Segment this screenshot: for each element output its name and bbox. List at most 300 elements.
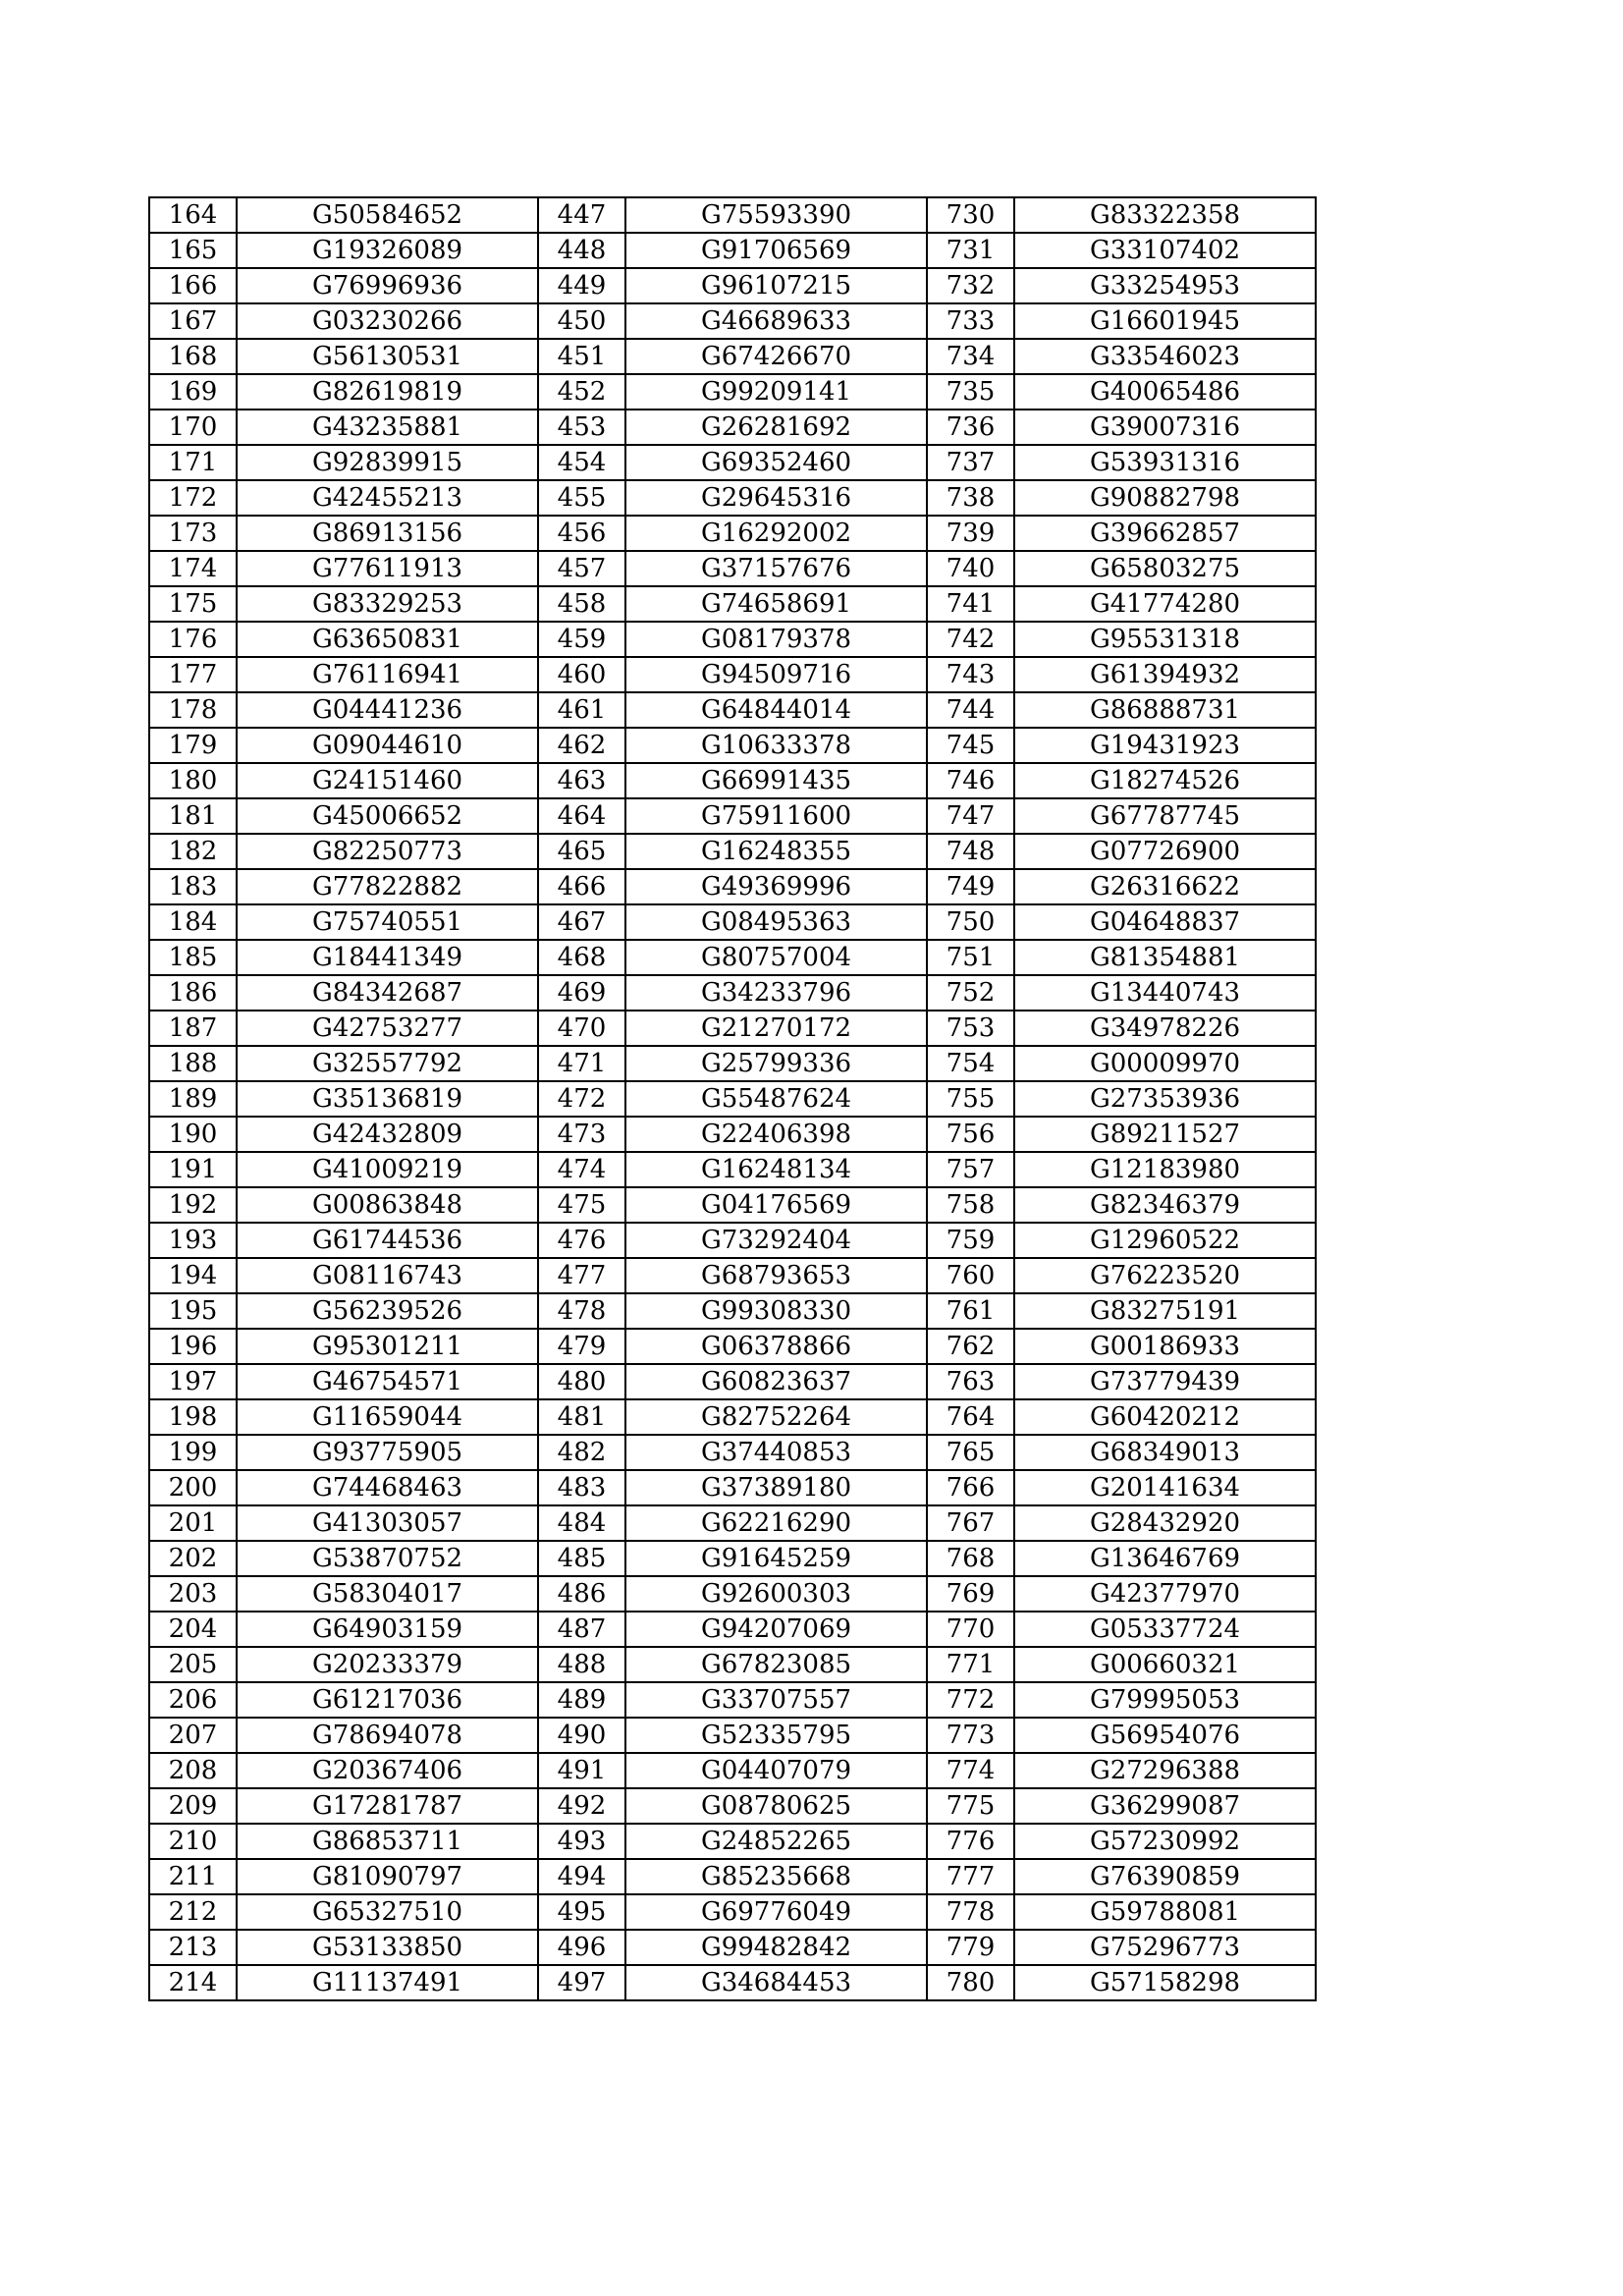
- index-cell: 202: [149, 1541, 237, 1576]
- index-cell: 461: [538, 692, 625, 728]
- index-cell: 738: [927, 480, 1014, 516]
- index-cell: 451: [538, 339, 625, 374]
- index-cell: 209: [149, 1788, 237, 1824]
- index-cell: 767: [927, 1505, 1014, 1541]
- index-cell: 487: [538, 1612, 625, 1647]
- table-row: [149, 763, 1316, 798]
- code-cell: G75911600: [625, 798, 927, 834]
- code-cell: G94207069: [625, 1612, 927, 1647]
- index-cell: 212: [149, 1894, 237, 1930]
- index-cell: 473: [538, 1117, 625, 1152]
- index-cell: 200: [149, 1470, 237, 1505]
- index-cell: 185: [149, 940, 237, 975]
- code-cell: G18441349: [237, 940, 538, 975]
- code-cell: G00186933: [1014, 1329, 1316, 1364]
- index-cell: 734: [927, 339, 1014, 374]
- code-cell: G90882798: [1014, 480, 1316, 516]
- code-cell: G05337724: [1014, 1612, 1316, 1647]
- code-cell: G83275191: [1014, 1293, 1316, 1329]
- code-cell: G86888731: [1014, 692, 1316, 728]
- code-cell: G27353936: [1014, 1081, 1316, 1117]
- index-cell: 466: [538, 869, 625, 904]
- index-cell: 756: [927, 1117, 1014, 1152]
- index-cell: 183: [149, 869, 237, 904]
- code-cell: G67823085: [625, 1647, 927, 1682]
- index-cell: 467: [538, 904, 625, 940]
- index-cell: 748: [927, 834, 1014, 869]
- table-row: [149, 728, 1316, 763]
- code-cell: G19326089: [237, 233, 538, 268]
- index-cell: 472: [538, 1081, 625, 1117]
- code-cell: G33254953: [1014, 268, 1316, 303]
- index-cell: 775: [927, 1788, 1014, 1824]
- index-cell: 465: [538, 834, 625, 869]
- index-cell: 205: [149, 1647, 237, 1682]
- index-cell: 201: [149, 1505, 237, 1541]
- index-cell: 479: [538, 1329, 625, 1364]
- index-cell: 763: [927, 1364, 1014, 1399]
- code-cell: G68349013: [1014, 1435, 1316, 1470]
- index-cell: 174: [149, 551, 237, 586]
- table-row: [149, 1152, 1316, 1187]
- code-cell: G95531318: [1014, 622, 1316, 657]
- index-cell: 762: [927, 1329, 1014, 1364]
- index-cell: 484: [538, 1505, 625, 1541]
- index-cell: 176: [149, 622, 237, 657]
- code-cell: G00009970: [1014, 1046, 1316, 1081]
- code-cell: G58304017: [237, 1576, 538, 1612]
- code-cell: G35136819: [237, 1081, 538, 1117]
- table-row: [149, 197, 1316, 233]
- index-cell: 462: [538, 728, 625, 763]
- index-cell: 754: [927, 1046, 1014, 1081]
- code-cell: G22406398: [625, 1117, 927, 1152]
- code-cell: G78694078: [237, 1718, 538, 1753]
- index-cell: 477: [538, 1258, 625, 1293]
- index-cell: 481: [538, 1399, 625, 1435]
- table-row: [149, 940, 1316, 975]
- code-cell: G42753277: [237, 1011, 538, 1046]
- code-cell: G56954076: [1014, 1718, 1316, 1753]
- table-row: [149, 1364, 1316, 1399]
- code-cell: G34978226: [1014, 1011, 1316, 1046]
- index-cell: 751: [927, 940, 1014, 975]
- table-row: [149, 1081, 1316, 1117]
- code-cell: G93775905: [237, 1435, 538, 1470]
- index-cell: 171: [149, 445, 237, 480]
- code-cell: G75593390: [625, 197, 927, 233]
- table-row: [149, 657, 1316, 692]
- index-cell: 770: [927, 1612, 1014, 1647]
- code-cell: G16292002: [625, 516, 927, 551]
- code-cell: G18274526: [1014, 763, 1316, 798]
- index-cell: 447: [538, 197, 625, 233]
- code-cell: G73779439: [1014, 1364, 1316, 1399]
- index-cell: 765: [927, 1435, 1014, 1470]
- index-cell: 456: [538, 516, 625, 551]
- index-cell: 165: [149, 233, 237, 268]
- table-row: [149, 1647, 1316, 1682]
- index-cell: 454: [538, 445, 625, 480]
- table-row: [149, 516, 1316, 551]
- code-cell: G89211527: [1014, 1117, 1316, 1152]
- code-cell: G65327510: [237, 1894, 538, 1930]
- code-cell: G69776049: [625, 1894, 927, 1930]
- index-cell: 478: [538, 1293, 625, 1329]
- code-cell: G57230992: [1014, 1824, 1316, 1859]
- table-row: [149, 1117, 1316, 1152]
- code-cell: G16601945: [1014, 303, 1316, 339]
- index-cell: 474: [538, 1152, 625, 1187]
- code-cell: G11137491: [237, 1965, 538, 2000]
- index-cell: 178: [149, 692, 237, 728]
- code-cell: G26281692: [625, 410, 927, 445]
- index-cell: 778: [927, 1894, 1014, 1930]
- code-cell: G12960522: [1014, 1223, 1316, 1258]
- index-cell: 180: [149, 763, 237, 798]
- table-row: [149, 1399, 1316, 1435]
- index-cell: 739: [927, 516, 1014, 551]
- index-cell: 730: [927, 197, 1014, 233]
- code-cell: G82250773: [237, 834, 538, 869]
- index-cell: 172: [149, 480, 237, 516]
- index-cell: 452: [538, 374, 625, 410]
- code-cell: G43235881: [237, 410, 538, 445]
- code-cell: G69352460: [625, 445, 927, 480]
- code-cell: G82346379: [1014, 1187, 1316, 1223]
- code-cell: G42432809: [237, 1117, 538, 1152]
- index-cell: 196: [149, 1329, 237, 1364]
- code-cell: G08116743: [237, 1258, 538, 1293]
- index-cell: 164: [149, 197, 237, 233]
- index-cell: 169: [149, 374, 237, 410]
- code-cell: G45006652: [237, 798, 538, 834]
- index-cell: 188: [149, 1046, 237, 1081]
- code-cell: G82752264: [625, 1399, 927, 1435]
- code-cell: G57158298: [1014, 1965, 1316, 2000]
- index-cell: 755: [927, 1081, 1014, 1117]
- index-cell: 455: [538, 480, 625, 516]
- index-cell: 182: [149, 834, 237, 869]
- code-cell: G76390859: [1014, 1859, 1316, 1894]
- table-row: [149, 1894, 1316, 1930]
- index-cell: 496: [538, 1930, 625, 1965]
- code-cell: G50584652: [237, 197, 538, 233]
- code-cell: G33707557: [625, 1682, 927, 1718]
- index-cell: 750: [927, 904, 1014, 940]
- code-cell: G64903159: [237, 1612, 538, 1647]
- table-row: [149, 869, 1316, 904]
- code-cell: G75296773: [1014, 1930, 1316, 1965]
- table-row: [149, 1223, 1316, 1258]
- code-cell: G17281787: [237, 1788, 538, 1824]
- index-cell: 213: [149, 1930, 237, 1965]
- code-cell: G42455213: [237, 480, 538, 516]
- index-cell: 733: [927, 303, 1014, 339]
- index-cell: 184: [149, 904, 237, 940]
- table-row: [149, 1788, 1316, 1824]
- table-row: [149, 480, 1316, 516]
- index-cell: 749: [927, 869, 1014, 904]
- code-cell: G24151460: [237, 763, 538, 798]
- code-cell: G37440853: [625, 1435, 927, 1470]
- index-cell: 752: [927, 975, 1014, 1011]
- index-cell: 746: [927, 763, 1014, 798]
- index-cell: 186: [149, 975, 237, 1011]
- data-table: [148, 196, 1317, 2001]
- code-cell: G82619819: [237, 374, 538, 410]
- index-cell: 743: [927, 657, 1014, 692]
- index-cell: 769: [927, 1576, 1014, 1612]
- index-cell: 735: [927, 374, 1014, 410]
- table-row: [149, 1470, 1316, 1505]
- code-cell: G96107215: [625, 268, 927, 303]
- code-cell: G55487624: [625, 1081, 927, 1117]
- index-cell: 199: [149, 1435, 237, 1470]
- table-row: [149, 1612, 1316, 1647]
- index-cell: 486: [538, 1576, 625, 1612]
- code-cell: G85235668: [625, 1859, 927, 1894]
- index-cell: 773: [927, 1718, 1014, 1753]
- table-row: [149, 1541, 1316, 1576]
- index-cell: 166: [149, 268, 237, 303]
- code-cell: G33107402: [1014, 233, 1316, 268]
- index-cell: 460: [538, 657, 625, 692]
- index-cell: 204: [149, 1612, 237, 1647]
- code-cell: G64844014: [625, 692, 927, 728]
- index-cell: 453: [538, 410, 625, 445]
- table-row: [149, 339, 1316, 374]
- index-cell: 744: [927, 692, 1014, 728]
- code-cell: G20233379: [237, 1647, 538, 1682]
- code-cell: G62216290: [625, 1505, 927, 1541]
- code-cell: G29645316: [625, 480, 927, 516]
- code-cell: G99308330: [625, 1293, 927, 1329]
- index-cell: 450: [538, 303, 625, 339]
- table-row: [149, 1576, 1316, 1612]
- index-cell: 492: [538, 1788, 625, 1824]
- table-row: [149, 233, 1316, 268]
- index-cell: 777: [927, 1859, 1014, 1894]
- index-cell: 175: [149, 586, 237, 622]
- code-cell: G39662857: [1014, 516, 1316, 551]
- index-cell: 779: [927, 1930, 1014, 1965]
- index-cell: 772: [927, 1682, 1014, 1718]
- index-cell: 193: [149, 1223, 237, 1258]
- index-cell: 170: [149, 410, 237, 445]
- code-cell: G63650831: [237, 622, 538, 657]
- index-cell: 771: [927, 1647, 1014, 1682]
- code-cell: G74468463: [237, 1470, 538, 1505]
- code-cell: G75740551: [237, 904, 538, 940]
- table-row: [149, 303, 1316, 339]
- table-row: [149, 692, 1316, 728]
- index-cell: 190: [149, 1117, 237, 1152]
- code-cell: G56130531: [237, 339, 538, 374]
- index-cell: 480: [538, 1364, 625, 1399]
- code-cell: G99209141: [625, 374, 927, 410]
- code-cell: G83329253: [237, 586, 538, 622]
- code-cell: G00863848: [237, 1187, 538, 1223]
- table-body: [149, 197, 1316, 2000]
- code-cell: G28432920: [1014, 1505, 1316, 1541]
- code-cell: G91706569: [625, 233, 927, 268]
- code-cell: G79995053: [1014, 1682, 1316, 1718]
- code-cell: G16248134: [625, 1152, 927, 1187]
- code-cell: G20141634: [1014, 1470, 1316, 1505]
- index-cell: 168: [149, 339, 237, 374]
- code-cell: G56239526: [237, 1293, 538, 1329]
- code-cell: G03230266: [237, 303, 538, 339]
- index-cell: 179: [149, 728, 237, 763]
- code-cell: G41303057: [237, 1505, 538, 1541]
- code-cell: G81090797: [237, 1859, 538, 1894]
- index-cell: 464: [538, 798, 625, 834]
- index-cell: 192: [149, 1187, 237, 1223]
- code-cell: G24852265: [625, 1824, 927, 1859]
- code-cell: G26316622: [1014, 869, 1316, 904]
- code-cell: G20367406: [237, 1753, 538, 1788]
- index-cell: 774: [927, 1753, 1014, 1788]
- code-cell: G49369996: [625, 869, 927, 904]
- code-cell: G08780625: [625, 1788, 927, 1824]
- code-cell: G53870752: [237, 1541, 538, 1576]
- code-cell: G76116941: [237, 657, 538, 692]
- table-row: [149, 1718, 1316, 1753]
- table-row: [149, 834, 1316, 869]
- code-cell: G34233796: [625, 975, 927, 1011]
- index-cell: 191: [149, 1152, 237, 1187]
- index-cell: 494: [538, 1859, 625, 1894]
- code-cell: G13646769: [1014, 1541, 1316, 1576]
- code-cell: G86913156: [237, 516, 538, 551]
- index-cell: 764: [927, 1399, 1014, 1435]
- index-cell: 211: [149, 1859, 237, 1894]
- table-row: [149, 798, 1316, 834]
- index-cell: 207: [149, 1718, 237, 1753]
- code-cell: G92600303: [625, 1576, 927, 1612]
- index-cell: 780: [927, 1965, 1014, 2000]
- code-cell: G27296388: [1014, 1753, 1316, 1788]
- table-row: [149, 1824, 1316, 1859]
- code-cell: G21270172: [625, 1011, 927, 1046]
- index-cell: 491: [538, 1753, 625, 1788]
- code-cell: G83322358: [1014, 197, 1316, 233]
- index-cell: 214: [149, 1965, 237, 2000]
- index-cell: 758: [927, 1187, 1014, 1223]
- index-cell: 187: [149, 1011, 237, 1046]
- code-cell: G32557792: [237, 1046, 538, 1081]
- code-cell: G67426670: [625, 339, 927, 374]
- index-cell: 476: [538, 1223, 625, 1258]
- code-cell: G76996936: [237, 268, 538, 303]
- code-cell: G86853711: [237, 1824, 538, 1859]
- code-cell: G11659044: [237, 1399, 538, 1435]
- code-cell: G66991435: [625, 763, 927, 798]
- code-cell: G61394932: [1014, 657, 1316, 692]
- table-row: [149, 1187, 1316, 1223]
- index-cell: 731: [927, 233, 1014, 268]
- table-row: [149, 1258, 1316, 1293]
- code-cell: G04648837: [1014, 904, 1316, 940]
- index-cell: 470: [538, 1011, 625, 1046]
- code-cell: G12183980: [1014, 1152, 1316, 1187]
- table-row: [149, 622, 1316, 657]
- code-cell: G61744536: [237, 1223, 538, 1258]
- index-cell: 736: [927, 410, 1014, 445]
- index-cell: 181: [149, 798, 237, 834]
- code-cell: G77822882: [237, 869, 538, 904]
- index-cell: 741: [927, 586, 1014, 622]
- code-cell: G74658691: [625, 586, 927, 622]
- index-cell: 745: [927, 728, 1014, 763]
- index-cell: 469: [538, 975, 625, 1011]
- table-row: [149, 1930, 1316, 1965]
- table-row: [149, 1046, 1316, 1081]
- index-cell: 173: [149, 516, 237, 551]
- table-row: [149, 1682, 1316, 1718]
- index-cell: 458: [538, 586, 625, 622]
- index-cell: 448: [538, 233, 625, 268]
- table-row: [149, 1753, 1316, 1788]
- table-row: [149, 1505, 1316, 1541]
- code-cell: G04407079: [625, 1753, 927, 1788]
- index-cell: 495: [538, 1894, 625, 1930]
- index-cell: 747: [927, 798, 1014, 834]
- index-cell: 768: [927, 1541, 1014, 1576]
- code-cell: G76223520: [1014, 1258, 1316, 1293]
- code-cell: G41009219: [237, 1152, 538, 1187]
- index-cell: 482: [538, 1435, 625, 1470]
- code-cell: G37389180: [625, 1470, 927, 1505]
- index-cell: 732: [927, 268, 1014, 303]
- table-row: [149, 410, 1316, 445]
- code-cell: G46689633: [625, 303, 927, 339]
- code-cell: G52335795: [625, 1718, 927, 1753]
- table-row: [149, 1011, 1316, 1046]
- code-cell: G40065486: [1014, 374, 1316, 410]
- code-cell: G65803275: [1014, 551, 1316, 586]
- code-cell: G53133850: [237, 1930, 538, 1965]
- index-cell: 753: [927, 1011, 1014, 1046]
- code-cell: G80757004: [625, 940, 927, 975]
- table-row: [149, 975, 1316, 1011]
- code-cell: G08179378: [625, 622, 927, 657]
- index-cell: 490: [538, 1718, 625, 1753]
- index-cell: 194: [149, 1258, 237, 1293]
- index-cell: 737: [927, 445, 1014, 480]
- code-cell: G53931316: [1014, 445, 1316, 480]
- index-cell: 177: [149, 657, 237, 692]
- index-cell: 483: [538, 1470, 625, 1505]
- code-cell: G39007316: [1014, 410, 1316, 445]
- index-cell: 210: [149, 1824, 237, 1859]
- index-cell: 206: [149, 1682, 237, 1718]
- code-cell: G68793653: [625, 1258, 927, 1293]
- index-cell: 457: [538, 551, 625, 586]
- table-row: [149, 268, 1316, 303]
- code-cell: G95301211: [237, 1329, 538, 1364]
- code-cell: G77611913: [237, 551, 538, 586]
- table-row: [149, 445, 1316, 480]
- code-cell: G08495363: [625, 904, 927, 940]
- table-row: [149, 1293, 1316, 1329]
- code-cell: G36299087: [1014, 1788, 1316, 1824]
- code-cell: G04441236: [237, 692, 538, 728]
- index-cell: 489: [538, 1682, 625, 1718]
- code-cell: G41774280: [1014, 586, 1316, 622]
- index-cell: 488: [538, 1647, 625, 1682]
